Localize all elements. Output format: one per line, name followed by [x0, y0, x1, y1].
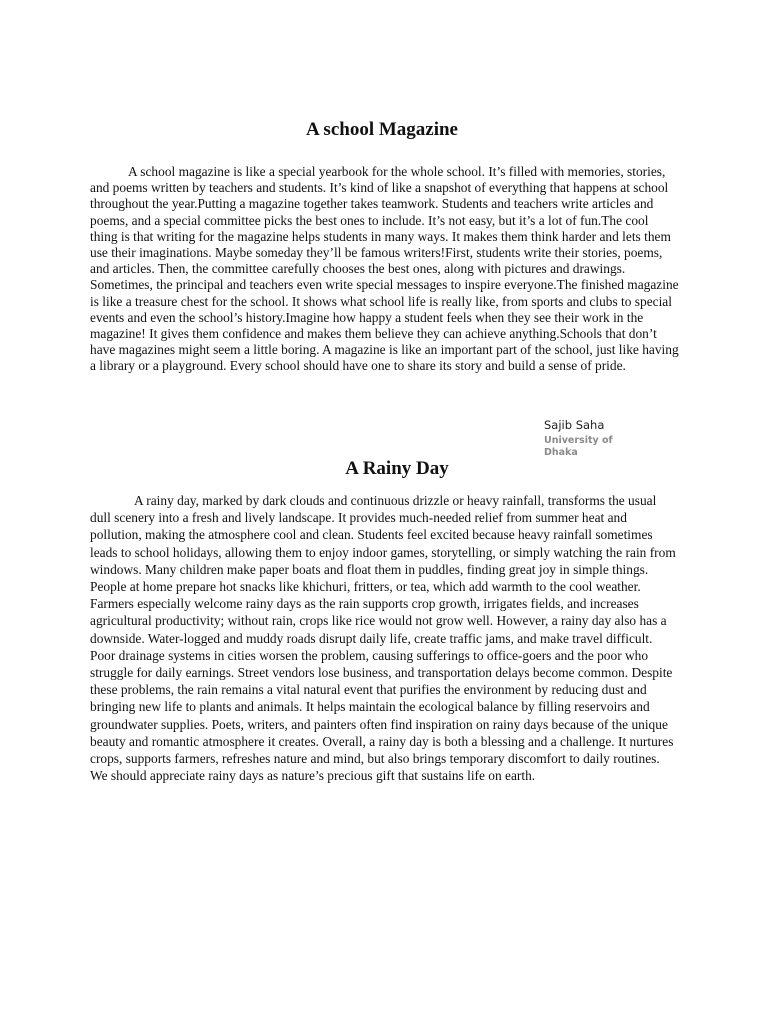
- article-body-school-magazine: A school magazine is like a special yearbook for the whole school. It’s filled with memories, stories, and poems written by teachers and students. It’s kind of like a snapshot of everything that happens at school throughout the year.Putting a magazine together takes teamwork. Students and teachers write articles and poems, and a special committee picks the best ones to include. It’s not easy, but it’s a lot of fun.The cool thing is that writing for the magazine helps students in many ways. It makes them think harder and lets them use their imaginations. Maybe someday they’ll be famous writers!First, students write their stories, poems, and articles. Then, the committee carefully chooses the best ones, along with pictures and drawings. Sometimes, the principal and teachers even write special messages to inspire everyone.The finished magazine is like a treasure chest for the school. It shows what school life is really like, from sports and clubs to special events and even the school’s history.Imagine how happy a student feels when they see their work in the magazine! It gives them confidence and makes them believe they can achieve anything.Schools that don’t have magazines might seem a little boring. A magazine is like an important part of the school, just like having a library or a playground. Every school should have one to share its story and build a sense of pride.: [90, 164, 679, 374]
- article-title-rainy-day: A Rainy Day: [345, 458, 449, 479]
- author-organization: University of Dhaka: [544, 435, 613, 458]
- author-signature: [544, 418, 634, 459]
- author-name: Sajib Saha: [544, 418, 605, 432]
- article-body-rainy-day: A rainy day, marked by dark clouds and continuous drizzle or heavy rainfall, transforms the usual dull scenery into a fresh and lively landscape. It provides much-needed relief from summer heat and pollution, making the atmosphere cool and clean. Students feel excited because heavy rainfall sometimes leads to school holidays, allowing them to enjoy indoor games, storytelling, or simply watching the rain from windows. Many children make paper boats and float them in puddles, finding great joy in simple things. People at home prepare hot snacks like khichuri, fritters, or tea, which add warmth to the cool weather. Farmers especially welcome rainy days as the rain supports crop growth, irrigates fields, and increases agricultural productivity; without rain, crops like rice would not grow well. However, a rainy day also has a downside. Water-logged and muddy roads disrupt daily life, create traffic jams, and make travel difficult. Poor drainage systems in cities worsen the problem, causing sufferings to office-goers and the poor who struggle for daily earnings. Street vendors lose business, and transportation delays become common. Despite these problems, the rain remains a vital natural event that purifies the environment by reducing dust and bringing new life to plants and animals. It helps maintain the ecological balance by filling reservoirs and groundwater supplies. Poets, writers, and painters often find inspiration on rainy days because of the unique beauty and romantic atmosphere it creates. Overall, a rainy day is both a blessing and a challenge. It nurtures crops, supports farmers, refreshes nature and mind, but also brings temporary discomfort to daily routines. We should appreciate rainy days as nature’s precious gift that sustains life on earth.: [90, 493, 676, 784]
- article-title-school-magazine: A school Magazine: [306, 119, 458, 140]
